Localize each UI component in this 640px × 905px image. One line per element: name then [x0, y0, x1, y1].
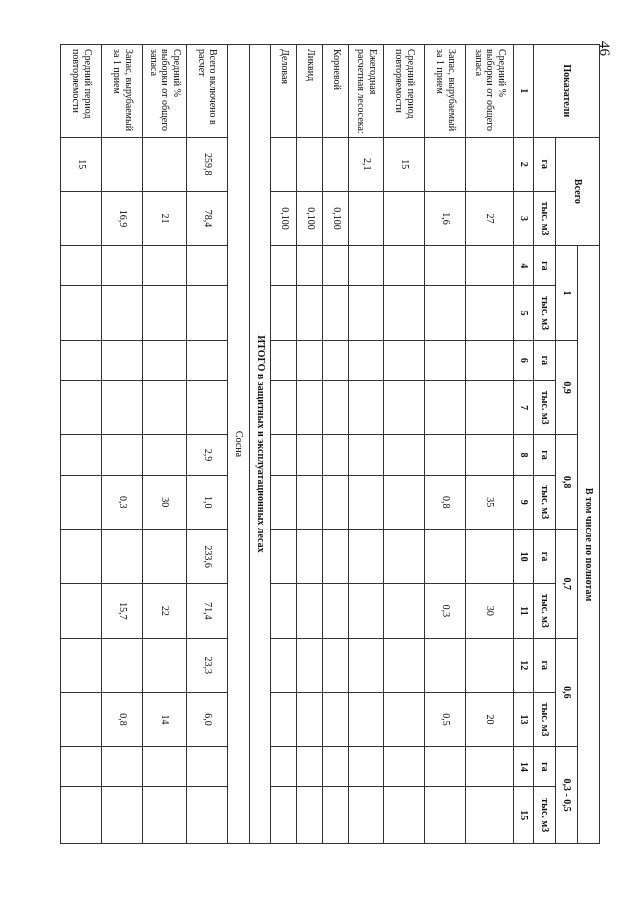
table-cell	[61, 381, 102, 435]
unit-thousand-m3: тыс. м3	[534, 475, 556, 529]
density-header: 0,9	[556, 340, 578, 435]
table-cell	[61, 638, 102, 692]
unit-thousand-m3: тыс. м3	[534, 787, 556, 844]
table-cell	[297, 381, 323, 435]
column-number: 13	[514, 692, 534, 746]
column-numbers-row	[514, 45, 534, 844]
column-number: 12	[514, 638, 534, 692]
table-cell	[61, 747, 102, 787]
table-row	[466, 45, 514, 844]
section-title: ИТОГО в защитных и эксплуатационных лесах	[249, 45, 271, 844]
table-cell	[349, 787, 384, 844]
table-cell	[143, 638, 186, 692]
table-cell: 0,8	[102, 692, 143, 746]
table-cell	[143, 747, 186, 787]
table-row	[297, 45, 323, 844]
unit-thousand-m3: тыс. м3	[534, 286, 556, 340]
table-cell	[61, 435, 102, 475]
table-cell: 6,0	[186, 692, 227, 746]
table-cell	[271, 692, 297, 746]
table-cell	[297, 692, 323, 746]
table-cell: 14	[143, 692, 186, 746]
table-cell: 2,1	[349, 137, 384, 191]
table-cell	[297, 529, 323, 583]
table-cell	[466, 747, 514, 787]
table-row	[61, 45, 102, 844]
table-row	[186, 45, 227, 844]
table-cell	[323, 137, 349, 191]
table-cell	[425, 286, 466, 340]
table-cell	[271, 435, 297, 475]
table-cell	[323, 381, 349, 435]
table-cell	[271, 340, 297, 380]
table-cell	[143, 246, 186, 286]
row-label: Запас, вырубаемый за 1 прием	[102, 45, 143, 138]
table-cell: 23,3	[186, 638, 227, 692]
table-cell	[297, 246, 323, 286]
table-cell	[466, 286, 514, 340]
table-cell	[186, 747, 227, 787]
table-cell: 16,9	[102, 191, 143, 245]
table-cell	[143, 137, 186, 191]
table-cell	[466, 340, 514, 380]
table-cell	[297, 286, 323, 340]
table-cell	[297, 137, 323, 191]
table-cell	[323, 475, 349, 529]
table-cell: 15,7	[102, 584, 143, 638]
table-cell: 27	[466, 191, 514, 245]
table-cell	[61, 787, 102, 844]
table-cell	[102, 381, 143, 435]
table-cell: 0,100	[271, 191, 297, 245]
table-cell	[297, 638, 323, 692]
table-cell	[143, 529, 186, 583]
table-cell	[349, 435, 384, 475]
table-cell: 71,4	[186, 584, 227, 638]
column-number: 11	[514, 584, 534, 638]
table-cell	[102, 340, 143, 380]
table-body-top	[271, 45, 514, 844]
table-cell	[349, 747, 384, 787]
column-number: 8	[514, 435, 534, 475]
table-cell	[271, 638, 297, 692]
table-cell	[349, 529, 384, 583]
table-cell	[323, 787, 349, 844]
table-cell: 1,6	[425, 191, 466, 245]
table-cell	[61, 529, 102, 583]
table-cell: 2,9	[186, 435, 227, 475]
table-cell: 20	[466, 692, 514, 746]
table-cell	[297, 435, 323, 475]
unit-thousand-m3: тыс. м3	[534, 191, 556, 245]
table-cell	[349, 286, 384, 340]
table-cell: 22	[143, 584, 186, 638]
table-cell: 259,8	[186, 137, 227, 191]
table-body-bottom	[61, 45, 228, 844]
table-cell	[383, 787, 424, 844]
table-cell	[383, 381, 424, 435]
table-cell	[425, 246, 466, 286]
table-cell	[271, 246, 297, 286]
table-cell	[186, 286, 227, 340]
row-label: Средний % выборки от общего запаса	[466, 45, 514, 138]
table-cell: 1,0	[186, 475, 227, 529]
table-row	[425, 45, 466, 844]
table-cell	[323, 435, 349, 475]
column-number: 7	[514, 381, 534, 435]
table-cell	[383, 435, 424, 475]
table-cell	[102, 747, 143, 787]
table-cell	[349, 191, 384, 245]
table-row	[349, 45, 384, 844]
table-cell	[271, 286, 297, 340]
table-cell	[143, 787, 186, 844]
table-row	[271, 45, 297, 844]
table-cell	[61, 340, 102, 380]
density-header: 0,8	[556, 435, 578, 530]
table-cell	[271, 137, 297, 191]
column-number: 5	[514, 286, 534, 340]
table-cell	[349, 340, 384, 380]
table-cell	[466, 246, 514, 286]
table-cell	[425, 435, 466, 475]
table-cell	[102, 529, 143, 583]
table-cell	[297, 475, 323, 529]
table-cell	[102, 137, 143, 191]
table-cell: 0,100	[323, 191, 349, 245]
unit-ha: га	[534, 529, 556, 583]
table-cell	[383, 340, 424, 380]
unit-thousand-m3: тыс. м3	[534, 692, 556, 746]
table-cell	[271, 529, 297, 583]
forest-cutting-table	[60, 44, 600, 844]
table-cell	[323, 584, 349, 638]
row-label: Запас, вырубаемый за 1 прием	[425, 45, 466, 138]
table-cell	[349, 692, 384, 746]
table-cell	[102, 787, 143, 844]
table-cell	[102, 638, 143, 692]
table-cell	[383, 286, 424, 340]
unit-ha: га	[534, 246, 556, 286]
row-label: Ликвид	[297, 45, 323, 138]
table-cell	[425, 340, 466, 380]
table-cell	[297, 787, 323, 844]
table-cell	[425, 137, 466, 191]
table-cell	[466, 638, 514, 692]
row-label: Корневой	[323, 45, 349, 138]
density-header: 0,7	[556, 529, 578, 638]
table-cell	[186, 340, 227, 380]
table-cell	[349, 246, 384, 286]
species-label: Сосна	[227, 45, 249, 844]
column-number: 3	[514, 191, 534, 245]
unit-ha: га	[534, 638, 556, 692]
column-number: 1	[514, 45, 534, 138]
by-density-header: В том числе по полнотам	[578, 246, 600, 844]
row-label: Деловая	[271, 45, 297, 138]
table-cell	[271, 584, 297, 638]
table-cell: 30	[143, 475, 186, 529]
table-cell	[383, 584, 424, 638]
table-cell	[349, 381, 384, 435]
table-cell	[383, 747, 424, 787]
table-cell	[186, 381, 227, 435]
table-cell	[383, 638, 424, 692]
column-number: 14	[514, 747, 534, 787]
table-cell: 0,3	[425, 584, 466, 638]
row-label: Ежегодная расчетная лесосека:	[349, 45, 384, 138]
table-cell	[466, 381, 514, 435]
table-cell	[102, 246, 143, 286]
table-cell	[425, 638, 466, 692]
row-label: Средний % выборки от общего запаса	[143, 45, 186, 138]
table-cell: 35	[466, 475, 514, 529]
table-cell	[102, 435, 143, 475]
column-number: 9	[514, 475, 534, 529]
table-cell	[102, 286, 143, 340]
table-cell	[466, 529, 514, 583]
page-number: 46	[596, 41, 612, 56]
table-cell: 0,5	[425, 692, 466, 746]
row-label: Средний период повторяемости	[383, 45, 424, 138]
table-cell	[349, 475, 384, 529]
table-cell: 21	[143, 191, 186, 245]
table-cell	[61, 246, 102, 286]
density-header: 0,3 - 0,5	[556, 747, 578, 844]
row-label: Средний период повторяемости	[61, 45, 102, 138]
table-cell	[271, 381, 297, 435]
table-cell	[61, 692, 102, 746]
table-cell: 78,4	[186, 191, 227, 245]
table-row	[143, 45, 186, 844]
table-cell	[323, 246, 349, 286]
table-cell	[323, 340, 349, 380]
column-number: 10	[514, 529, 534, 583]
density-header: 1	[556, 246, 578, 341]
table-cell: 15	[61, 137, 102, 191]
unit-thousand-m3: тыс. м3	[534, 584, 556, 638]
table-cell	[349, 584, 384, 638]
table-cell	[323, 747, 349, 787]
table-cell	[143, 381, 186, 435]
table-cell: 233,6	[186, 529, 227, 583]
table-frame	[60, 44, 600, 844]
indicator-header: Показатели	[534, 45, 600, 138]
table-cell: 0,3	[102, 475, 143, 529]
unit-ha: га	[534, 435, 556, 475]
unit-ha: га	[534, 747, 556, 787]
unit-thousand-m3: тыс. м3	[534, 381, 556, 435]
table-cell	[61, 584, 102, 638]
column-number: 15	[514, 787, 534, 844]
table-cell	[61, 286, 102, 340]
table-cell	[466, 787, 514, 844]
table-cell	[61, 191, 102, 245]
table-cell: 30	[466, 584, 514, 638]
table-cell	[383, 475, 424, 529]
table-cell	[323, 529, 349, 583]
table-cell	[271, 787, 297, 844]
unit-ha: га	[534, 137, 556, 191]
table-cell	[349, 638, 384, 692]
table-cell	[297, 340, 323, 380]
column-number: 4	[514, 246, 534, 286]
table-cell	[297, 584, 323, 638]
rotated-table-container	[60, 44, 600, 844]
table-cell	[271, 475, 297, 529]
unit-ha: га	[534, 340, 556, 380]
table-cell: 0,100	[297, 191, 323, 245]
table-cell	[466, 435, 514, 475]
table-cell	[143, 286, 186, 340]
table-cell	[323, 638, 349, 692]
table-cell	[425, 529, 466, 583]
table-cell	[271, 747, 297, 787]
table-cell	[186, 246, 227, 286]
table-cell	[425, 787, 466, 844]
table-row	[102, 45, 143, 844]
table-cell: 15	[383, 137, 424, 191]
table-cell	[383, 191, 424, 245]
column-number: 2	[514, 137, 534, 191]
table-cell	[383, 246, 424, 286]
table-cell	[143, 435, 186, 475]
table-cell	[297, 747, 323, 787]
density-header: 0,6	[556, 638, 578, 747]
table-row	[383, 45, 424, 844]
table-cell	[61, 475, 102, 529]
table-cell	[323, 692, 349, 746]
table-cell	[425, 747, 466, 787]
row-label: Всего включено в расчет	[186, 45, 227, 138]
total-header: Всего	[556, 137, 600, 246]
table-cell	[466, 137, 514, 191]
column-number: 6	[514, 340, 534, 380]
table-cell	[383, 692, 424, 746]
table-cell	[143, 340, 186, 380]
table-cell	[383, 529, 424, 583]
table-cell	[323, 286, 349, 340]
table-row	[323, 45, 349, 844]
table-cell: 0,8	[425, 475, 466, 529]
table-cell	[186, 787, 227, 844]
table-cell	[425, 381, 466, 435]
